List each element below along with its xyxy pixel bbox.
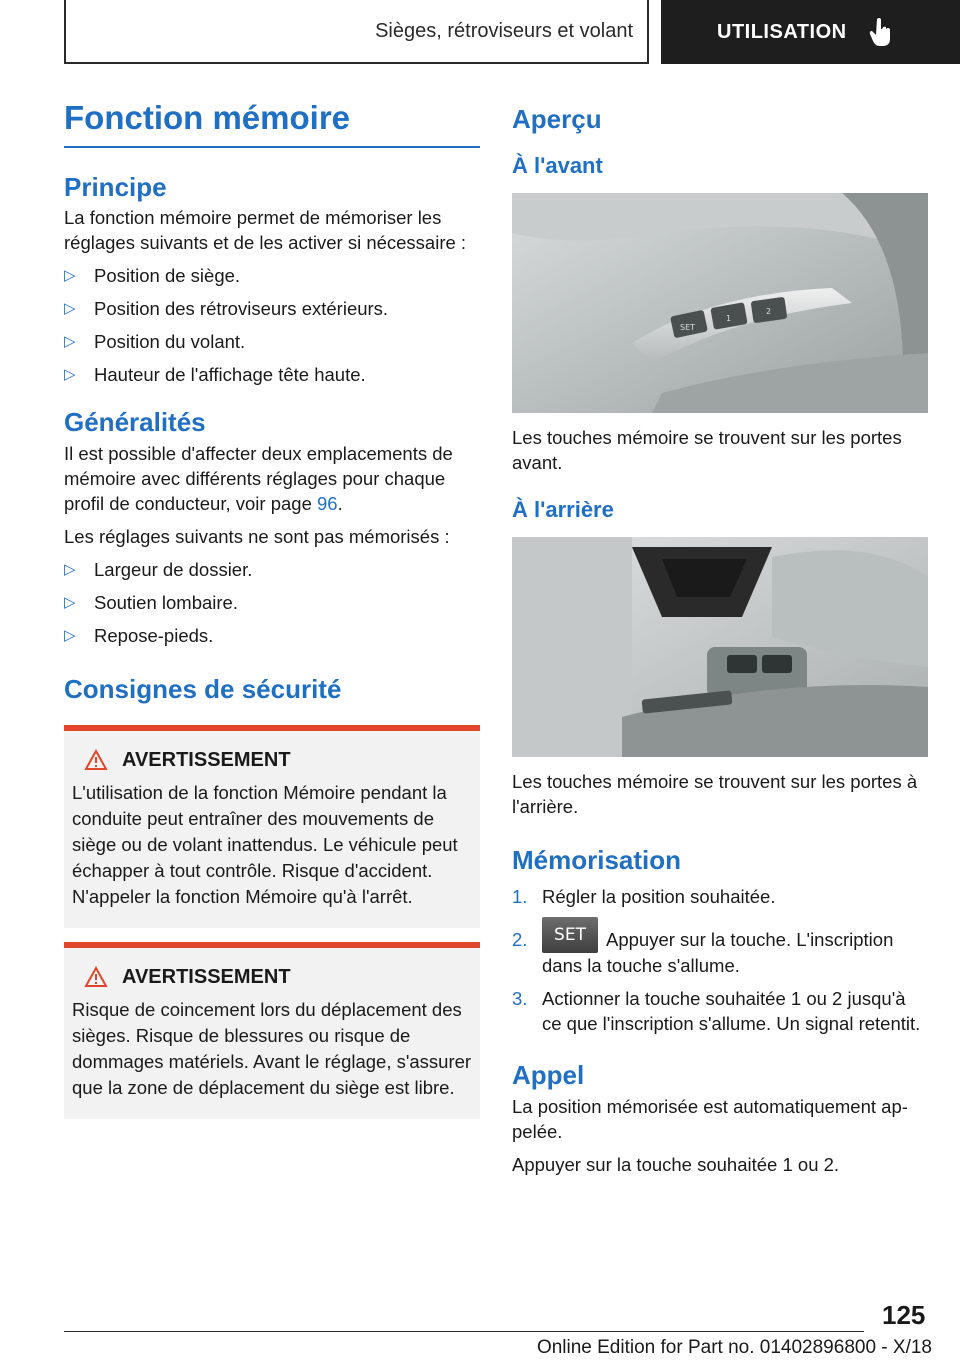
- warning-box: [64, 725, 480, 928]
- memory-key-1-label: 1: [726, 314, 732, 324]
- list-item: ▷ Position de siège.: [64, 265, 241, 287]
- triangle-bullet-icon: ▷: [64, 333, 76, 351]
- arriere-heading: À l'arrière: [512, 497, 614, 523]
- memorisation-steps: [512, 884, 928, 1036]
- avant-caption: Les touches mémoire se trouvent sur les portes avant.: [512, 427, 902, 474]
- principe-intro: La fonction mémoire permet de mémoriser les réglages suivants et de les activer si nécessaire :: [64, 207, 467, 254]
- warning-text: Risque de coincement lors du déplacement des sièges. Risque de blessures ou risque de dommages matériels. Avant le réglage, s'assurer que la zone de déplacement du siège est libre.: [72, 998, 472, 1098]
- generalites-list: [64, 557, 480, 648]
- triangle-bullet-icon: ▷: [64, 267, 76, 285]
- triangle-bullet-icon: ▷: [64, 593, 76, 611]
- memorisation-heading: Mémorisation: [512, 845, 682, 876]
- generalites-text: Il est possible d'affecter deux emplacements de mémoire avec différents réglages pour chaque profil de conducteur, voir page 96.: [64, 442, 453, 514]
- warning-triangle-icon: [84, 966, 108, 988]
- generalites-heading: Généralités: [64, 407, 206, 438]
- list-item: ▷ Repose-pieds.: [64, 624, 214, 646]
- warning-header: [72, 966, 472, 989]
- list-item: ▷ Soutien lombaire.: [64, 591, 238, 613]
- list-item: ▷ Hauteur de l'affichage tête haute.: [64, 364, 366, 386]
- triangle-bullet-icon: ▷: [64, 300, 76, 318]
- appel-text1: La position mémorisée est automatiquement appelée.: [512, 1095, 908, 1142]
- set-button-icon: SET: [542, 917, 598, 953]
- warning-label: AVERTISSEMENT: [122, 748, 291, 771]
- footer-edition: Online Edition for Part no. 01402896800 - X/18: [536, 1337, 932, 1358]
- warning-triangle-icon: [84, 749, 108, 771]
- apercu-heading: Aperçu: [512, 104, 602, 134]
- page-title: Fonction mémoire: [64, 100, 480, 148]
- chapter-title: UTILISATION: [717, 20, 847, 43]
- warning-box: [64, 942, 480, 1119]
- list-item: 3. Actionner la touche souhaitée 1 ou 2 jusqu'à ce que l'inscription s'allume. Un signal retentit.: [512, 988, 921, 1035]
- section-title: Sièges, rétroviseurs et volant: [375, 19, 633, 42]
- avant-heading: À l'avant: [512, 153, 603, 179]
- front-door-image: [512, 193, 928, 413]
- principe-list: [64, 263, 480, 387]
- list-item: 2. SET Appuyer sur la touche. L'inscription dans la touche s'allume.: [512, 927, 928, 978]
- page-number: 125: [882, 1300, 926, 1330]
- footer-rule: [64, 1331, 864, 1332]
- page-ref-link[interactable]: 96: [317, 492, 338, 514]
- triangle-bullet-icon: ▷: [64, 560, 76, 578]
- memory-key-2-label: 2: [766, 307, 772, 317]
- consignes-heading: Consignes de sécurité: [64, 673, 342, 704]
- left-column: [64, 100, 480, 1119]
- set-key-label: SET: [680, 323, 696, 333]
- appel-heading: Appel: [512, 1060, 585, 1091]
- appel-text2: Appuyer sur la touche souhaitée 1 ou 2.: [512, 1153, 840, 1175]
- list-item: ▷ Position des rétroviseurs extérieurs.: [64, 298, 389, 320]
- list-item: 1. Régler la position souhaitée.: [512, 886, 776, 908]
- rear-door-image: [512, 537, 928, 757]
- warning-text: L'utilisation de la fonction Mémoire pendant la conduite peut entraîner des mouvements de siège ou de volant inattendus. Le véhicule peut échapper à tout contrôle. Risque d'accident. N'appeler la fonction Mémoire qu'à l'arrêt.: [72, 781, 458, 907]
- triangle-bullet-icon: ▷: [64, 626, 76, 644]
- warning-label: AVERTISSEMENT: [122, 965, 291, 988]
- arriere-caption: Les touches mémoire se trouvent sur les portes à l'arrière.: [512, 771, 918, 818]
- running-header-section: [64, 0, 649, 64]
- right-column: [512, 100, 928, 1177]
- principe-heading: Principe: [64, 172, 167, 203]
- running-header-chapter: [661, 0, 960, 64]
- pointing-hand-icon: [869, 17, 893, 47]
- warning-header: [72, 749, 472, 772]
- triangle-bullet-icon: ▷: [64, 366, 76, 384]
- list-item: ▷ Largeur de dossier.: [64, 558, 253, 580]
- list-item: ▷ Position du volant.: [64, 331, 246, 353]
- generalites-text2: Les réglages suivants ne sont pas mémorisés :: [64, 525, 450, 547]
